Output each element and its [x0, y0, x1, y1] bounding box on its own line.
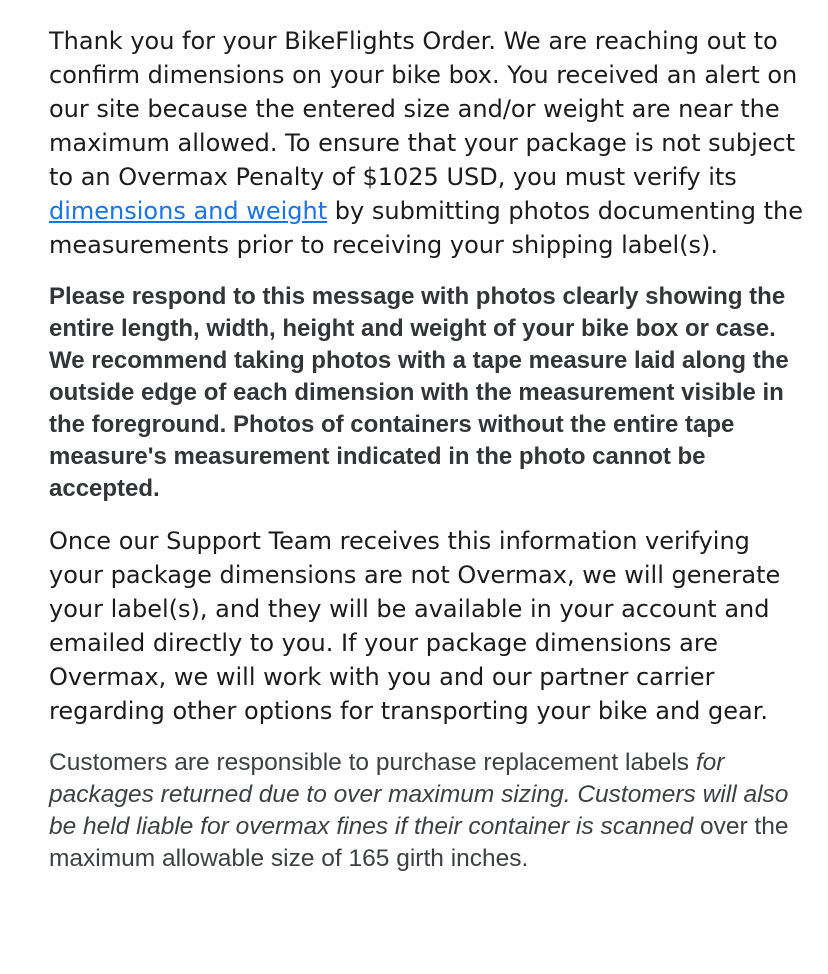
liability-text-part-1: Customers are responsible to purchase replacement labels — [49, 749, 696, 776]
liability-text-part-3: over the maximum allowable size of 165 girth inches. — [49, 813, 789, 872]
intro-text-after-link: by submitting photos documenting the measurements prior to receiving your shipping label(s). — [49, 197, 803, 259]
liability-paragraph — [49, 747, 809, 875]
intro-paragraph — [49, 24, 809, 262]
support-team-paragraph: Once our Support Team receives this information verifying your package dimensions are not Overmax, we will generate your label(s), and they will be available in your account and emailed directly to you. If your package dimensions are Overmax, we will work with you and our partner carrier regarding other options for transporting your bike and gear. — [49, 527, 781, 725]
email-body — [49, 24, 809, 875]
intro-text-before-link: Thank you for your BikeFlights Order. We are reaching out to confirm dimensions on your bike box. You received an alert on our site because the entered size and/or weight are near the maximum allowed. To ensure that your package is not subject to an Overmax Penalty of $1025 USD, you must verify its — [49, 27, 798, 191]
liability-text-italic: for packages returned due to over maximum sizing. Customers will also be held liable for overmax fines if their container is scanned — [49, 749, 789, 840]
dimensions-and-weight-link[interactable]: dimensions and weight — [49, 197, 328, 225]
photo-instructions-paragraph: Please respond to this message with photos clearly showing the entire length, width, height and weight of your bike box or case. We recommend taking photos with a tape measure laid along the outside edge of each dimension with the measurement visible in the foreground. Photos of containers without the entire tape measure's measurement indicated in the photo cannot be accepted. — [49, 283, 789, 502]
